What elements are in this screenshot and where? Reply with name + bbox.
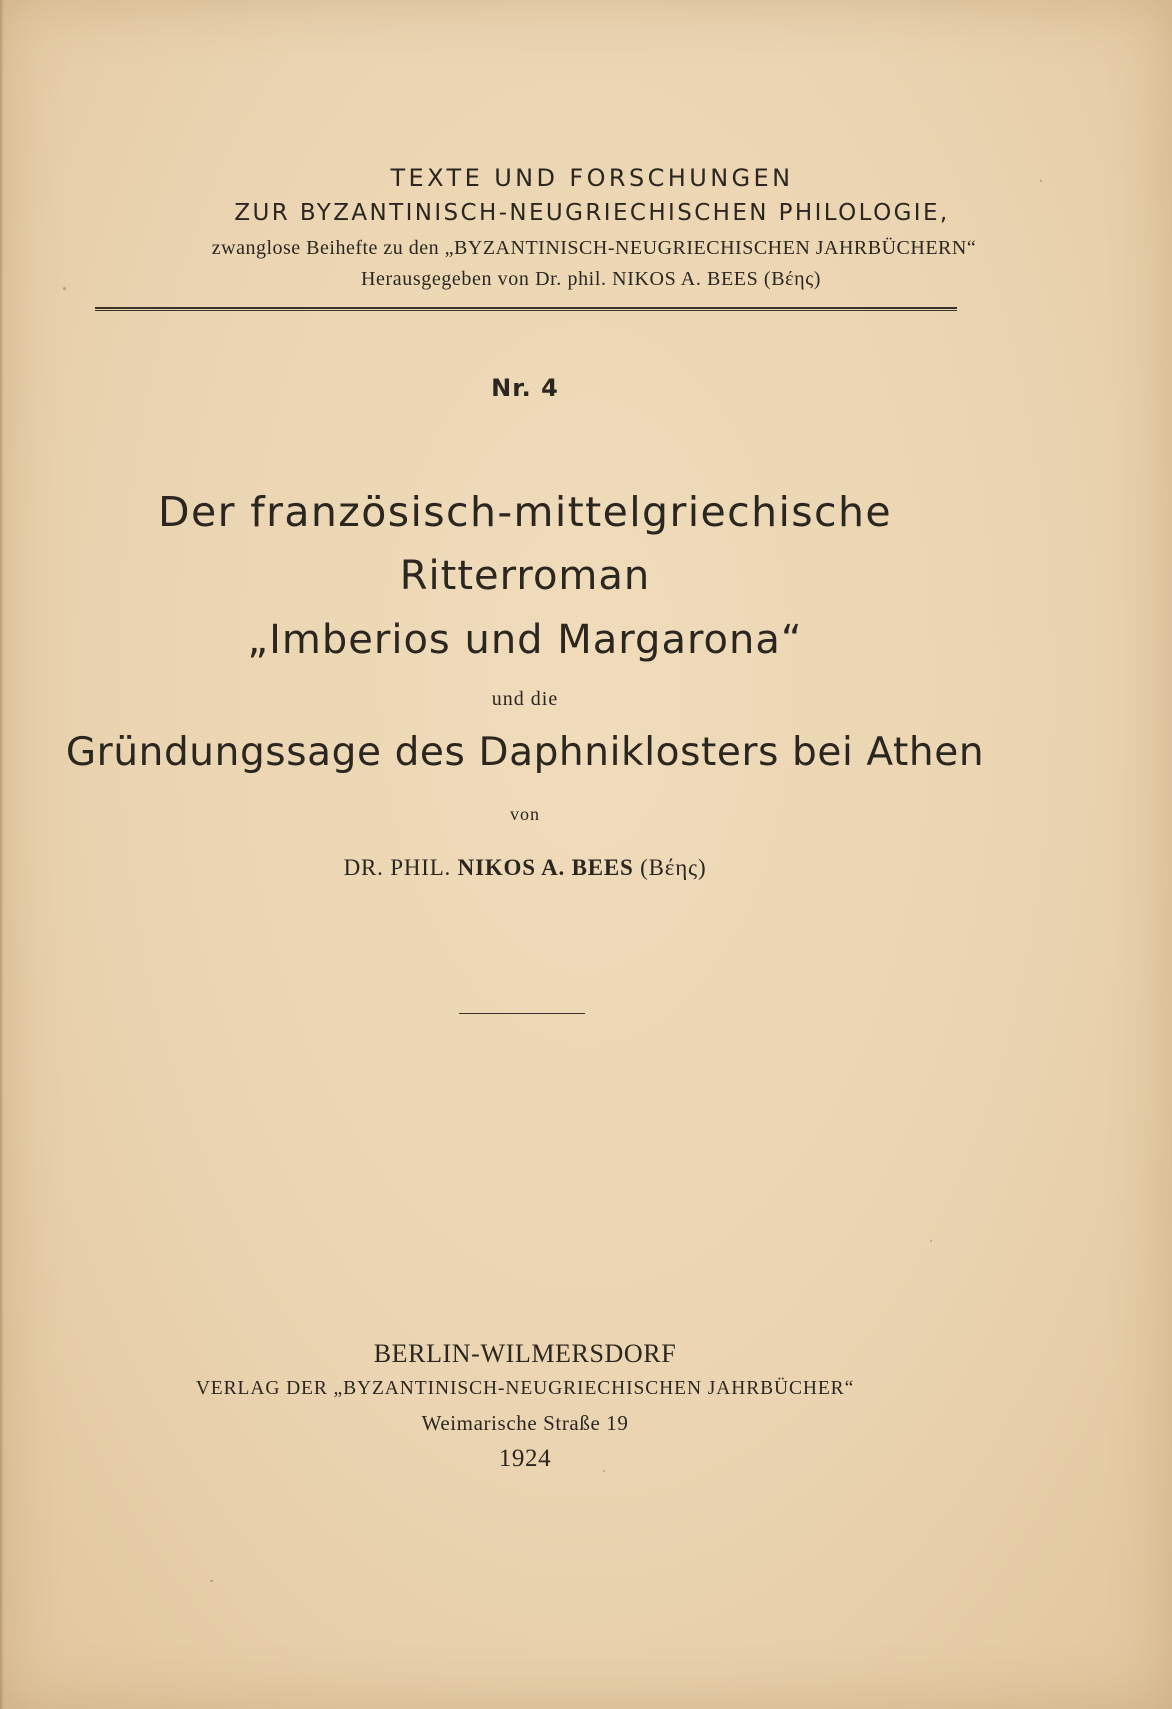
book-title-line-3: „Imberios und Margarona“ [247,617,803,663]
short-rule-divider [459,1013,585,1014]
series-subtitle: ZUR BYZANTINISCH-NEUGRIECHISCHEN PHILOLOGIE, [234,200,950,226]
series-supplement-note: zwanglose Beihefte zu den „BYZANTINISCH-NEUGRIECHISCHEN JAHRBÜCHERN“ [211,237,977,259]
author-greek-name: (Βέης) [640,855,707,880]
paper-speck [603,1470,605,1472]
double-rule-divider [95,307,957,311]
volume-number: Nr. 4 [491,374,559,402]
book-title-line-4: Gründungssage des Daphniklosters bei Athen [65,730,985,775]
author-prefix: DR. PHIL. [343,855,452,880]
paper-speck [930,1240,932,1242]
by-label: von [510,804,540,824]
author-line [0,855,1050,881]
imprint-place: BERLIN-WILMERSDORF [373,1339,677,1368]
series-editor: Herausgegeben von Dr. phil. NIKOS A. BEES (Βέης) [361,268,821,290]
paper-speck [210,1580,213,1582]
title-connector: und die [491,688,559,710]
paper-speck [63,287,66,290]
author-name: NIKOS A. BEES [457,855,634,880]
imprint-year: 1924 [498,1445,552,1472]
book-title-line-2: Ritterroman [399,553,651,599]
imprint-address: Weimarische Straße 19 [421,1411,629,1435]
paper-speck [1040,180,1042,182]
book-title-line-1: Der französisch-mittelgriechische [158,488,892,536]
series-title: TEXTE UND FORSCHUNGEN [390,164,794,192]
imprint-publisher: VERLAG DER „BYZANTINISCH-NEUGRIECHISCHEN JAHRBÜCHER“ [195,1378,855,1399]
